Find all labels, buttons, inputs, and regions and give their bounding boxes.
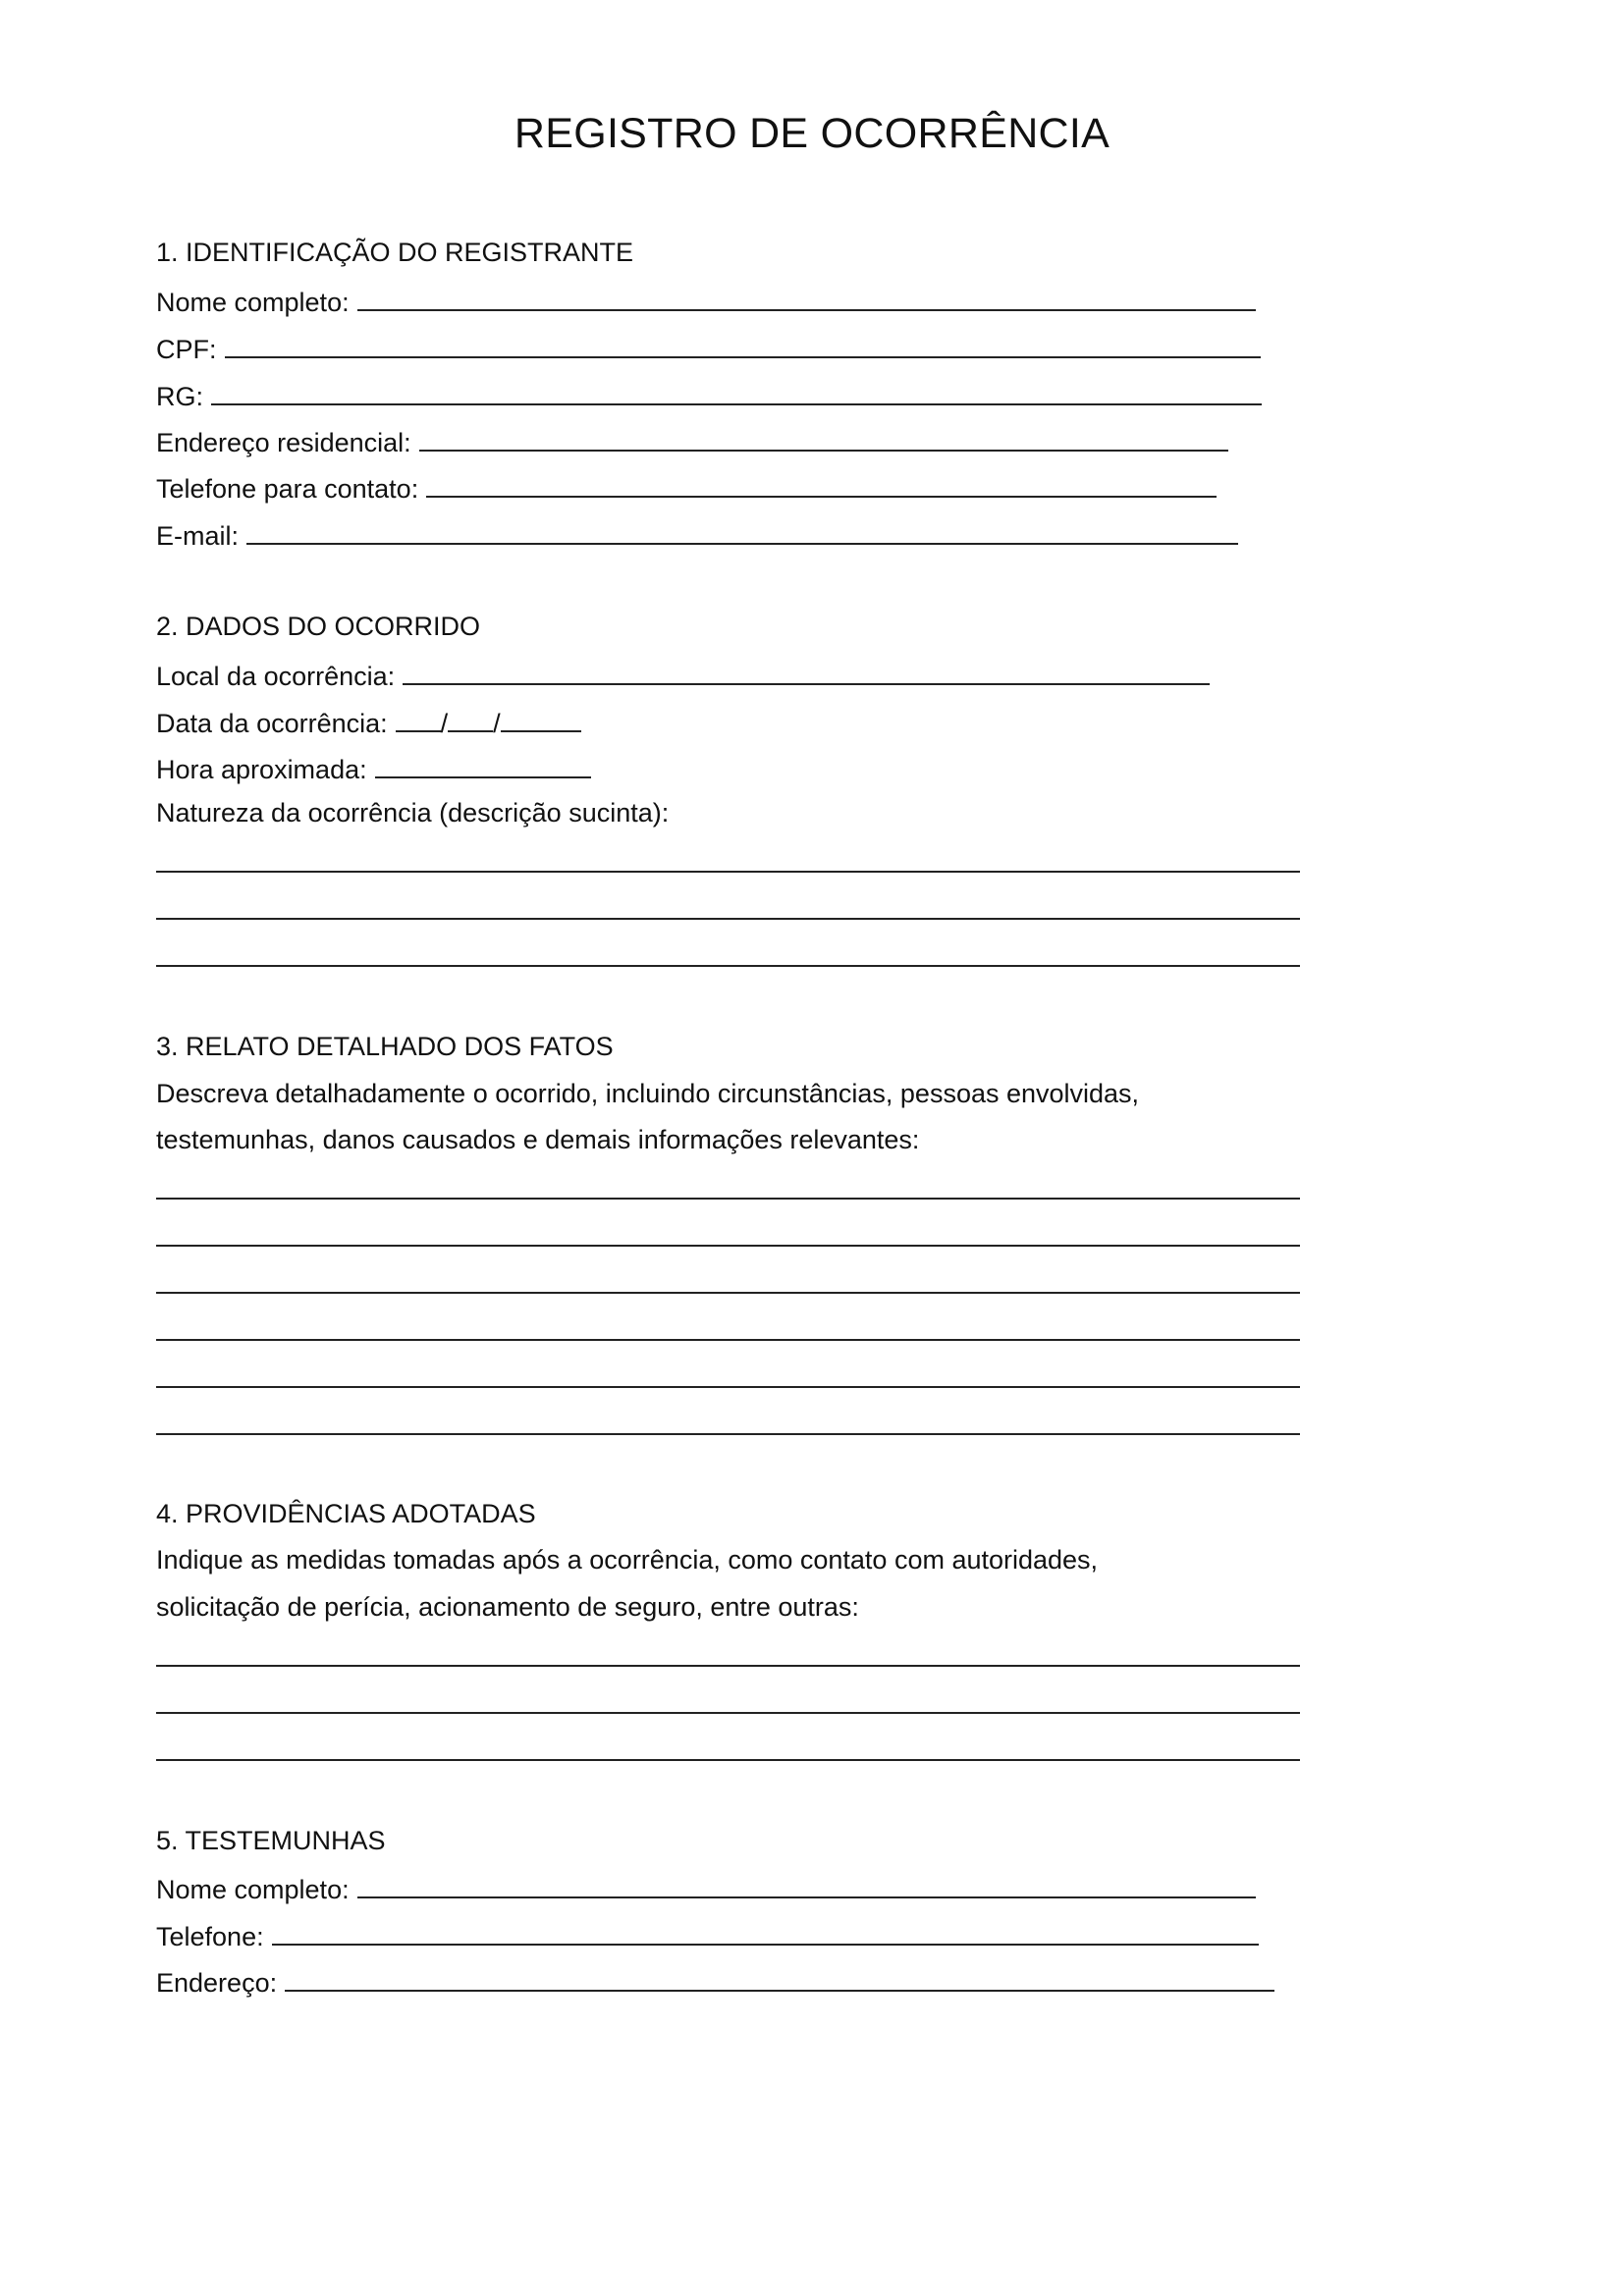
providencias-line-3[interactable]	[156, 1759, 1300, 1761]
relato-line-4[interactable]	[156, 1339, 1300, 1341]
day-blank[interactable]	[396, 705, 441, 732]
year-blank[interactable]	[501, 705, 581, 732]
local-ocorrencia-blank[interactable]	[403, 658, 1210, 685]
section-2-heading: 2. DADOS DO OCORRIDO	[156, 612, 481, 641]
testemunha-nome-blank[interactable]	[357, 1871, 1256, 1898]
date-input-group[interactable]	[396, 705, 581, 739]
section-5-heading: 5. TESTEMUNHAS	[156, 1826, 386, 1855]
email-field[interactable]	[156, 517, 1238, 553]
testemunha-endereco-field[interactable]	[156, 1964, 1274, 2000]
rg-label: RG:	[156, 382, 204, 411]
cpf-blank[interactable]	[225, 331, 1261, 358]
rg-blank[interactable]	[211, 378, 1262, 405]
endereco-residencial-label: Endereço residencial:	[156, 428, 411, 457]
testemunha-endereco-label: Endereço:	[156, 1968, 278, 1998]
testemunha-nome-label: Nome completo:	[156, 1875, 350, 1904]
relato-line-2[interactable]	[156, 1245, 1300, 1247]
local-ocorrencia-field[interactable]	[156, 658, 1210, 693]
natureza-ocorrencia-label: Natureza da ocorrência (descrição sucinta):	[156, 798, 670, 828]
providencias-line-1[interactable]	[156, 1665, 1300, 1667]
relato-instruction-1: Descreva detalhadamente o ocorrido, incluindo circunstâncias, pessoas envolvidas,	[156, 1079, 1140, 1108]
cpf-field[interactable]	[156, 331, 1261, 366]
nome-completo-label: Nome completo:	[156, 288, 350, 317]
nome-completo-blank[interactable]	[357, 284, 1256, 311]
month-blank[interactable]	[448, 705, 493, 732]
hora-aproximada-blank[interactable]	[375, 751, 591, 778]
section-1-heading: 1. IDENTIFICAÇÃO DO REGISTRANTE	[156, 238, 634, 267]
relato-line-3[interactable]	[156, 1292, 1300, 1294]
cpf-label: CPF:	[156, 335, 217, 364]
providencias-instruction-1: Indique as medidas tomadas após a ocorrência, como contato com autoridades,	[156, 1545, 1099, 1575]
relato-line-5[interactable]	[156, 1386, 1300, 1388]
local-ocorrencia-label: Local da ocorrência:	[156, 662, 396, 691]
relato-line-1[interactable]	[156, 1198, 1300, 1200]
hora-aproximada-field[interactable]	[156, 751, 591, 786]
data-ocorrencia-label: Data da ocorrência:	[156, 709, 388, 738]
natureza-line-1[interactable]	[156, 871, 1300, 873]
rg-field[interactable]	[156, 378, 1262, 413]
date-separator: /	[493, 709, 501, 738]
testemunha-telefone-field[interactable]	[156, 1918, 1259, 1953]
relato-line-6[interactable]	[156, 1433, 1300, 1435]
natureza-line-3[interactable]	[156, 965, 1300, 967]
email-label: E-mail:	[156, 521, 240, 551]
telefone-contato-blank[interactable]	[426, 470, 1217, 498]
relato-instruction-2: testemunhas, danos causados e demais informações relevantes:	[156, 1125, 920, 1154]
testemunha-telefone-label: Telefone:	[156, 1922, 264, 1951]
testemunha-telefone-blank[interactable]	[272, 1918, 1259, 1946]
testemunha-nome-field[interactable]	[156, 1871, 1256, 1906]
telefone-contato-field[interactable]	[156, 470, 1217, 506]
endereco-residencial-blank[interactable]	[419, 424, 1228, 452]
providencias-line-2[interactable]	[156, 1712, 1300, 1714]
page-title: REGISTRO DE OCORRÊNCIA	[514, 110, 1110, 157]
natureza-line-2[interactable]	[156, 918, 1300, 920]
email-blank[interactable]	[246, 517, 1238, 545]
telefone-contato-label: Telefone para contato:	[156, 474, 419, 504]
endereco-residencial-field[interactable]	[156, 424, 1228, 459]
hora-aproximada-label: Hora aproximada:	[156, 755, 367, 784]
date-separator: /	[440, 709, 449, 738]
data-ocorrencia-field[interactable]	[156, 705, 581, 740]
nome-completo-field[interactable]	[156, 284, 1256, 319]
testemunha-endereco-blank[interactable]	[285, 1964, 1274, 1992]
providencias-instruction-2: solicitação de perícia, acionamento de seguro, entre outras:	[156, 1592, 859, 1622]
section-3-heading: 3. RELATO DETALHADO DOS FATOS	[156, 1032, 614, 1061]
section-4-heading: 4. PROVIDÊNCIAS ADOTADAS	[156, 1499, 536, 1528]
